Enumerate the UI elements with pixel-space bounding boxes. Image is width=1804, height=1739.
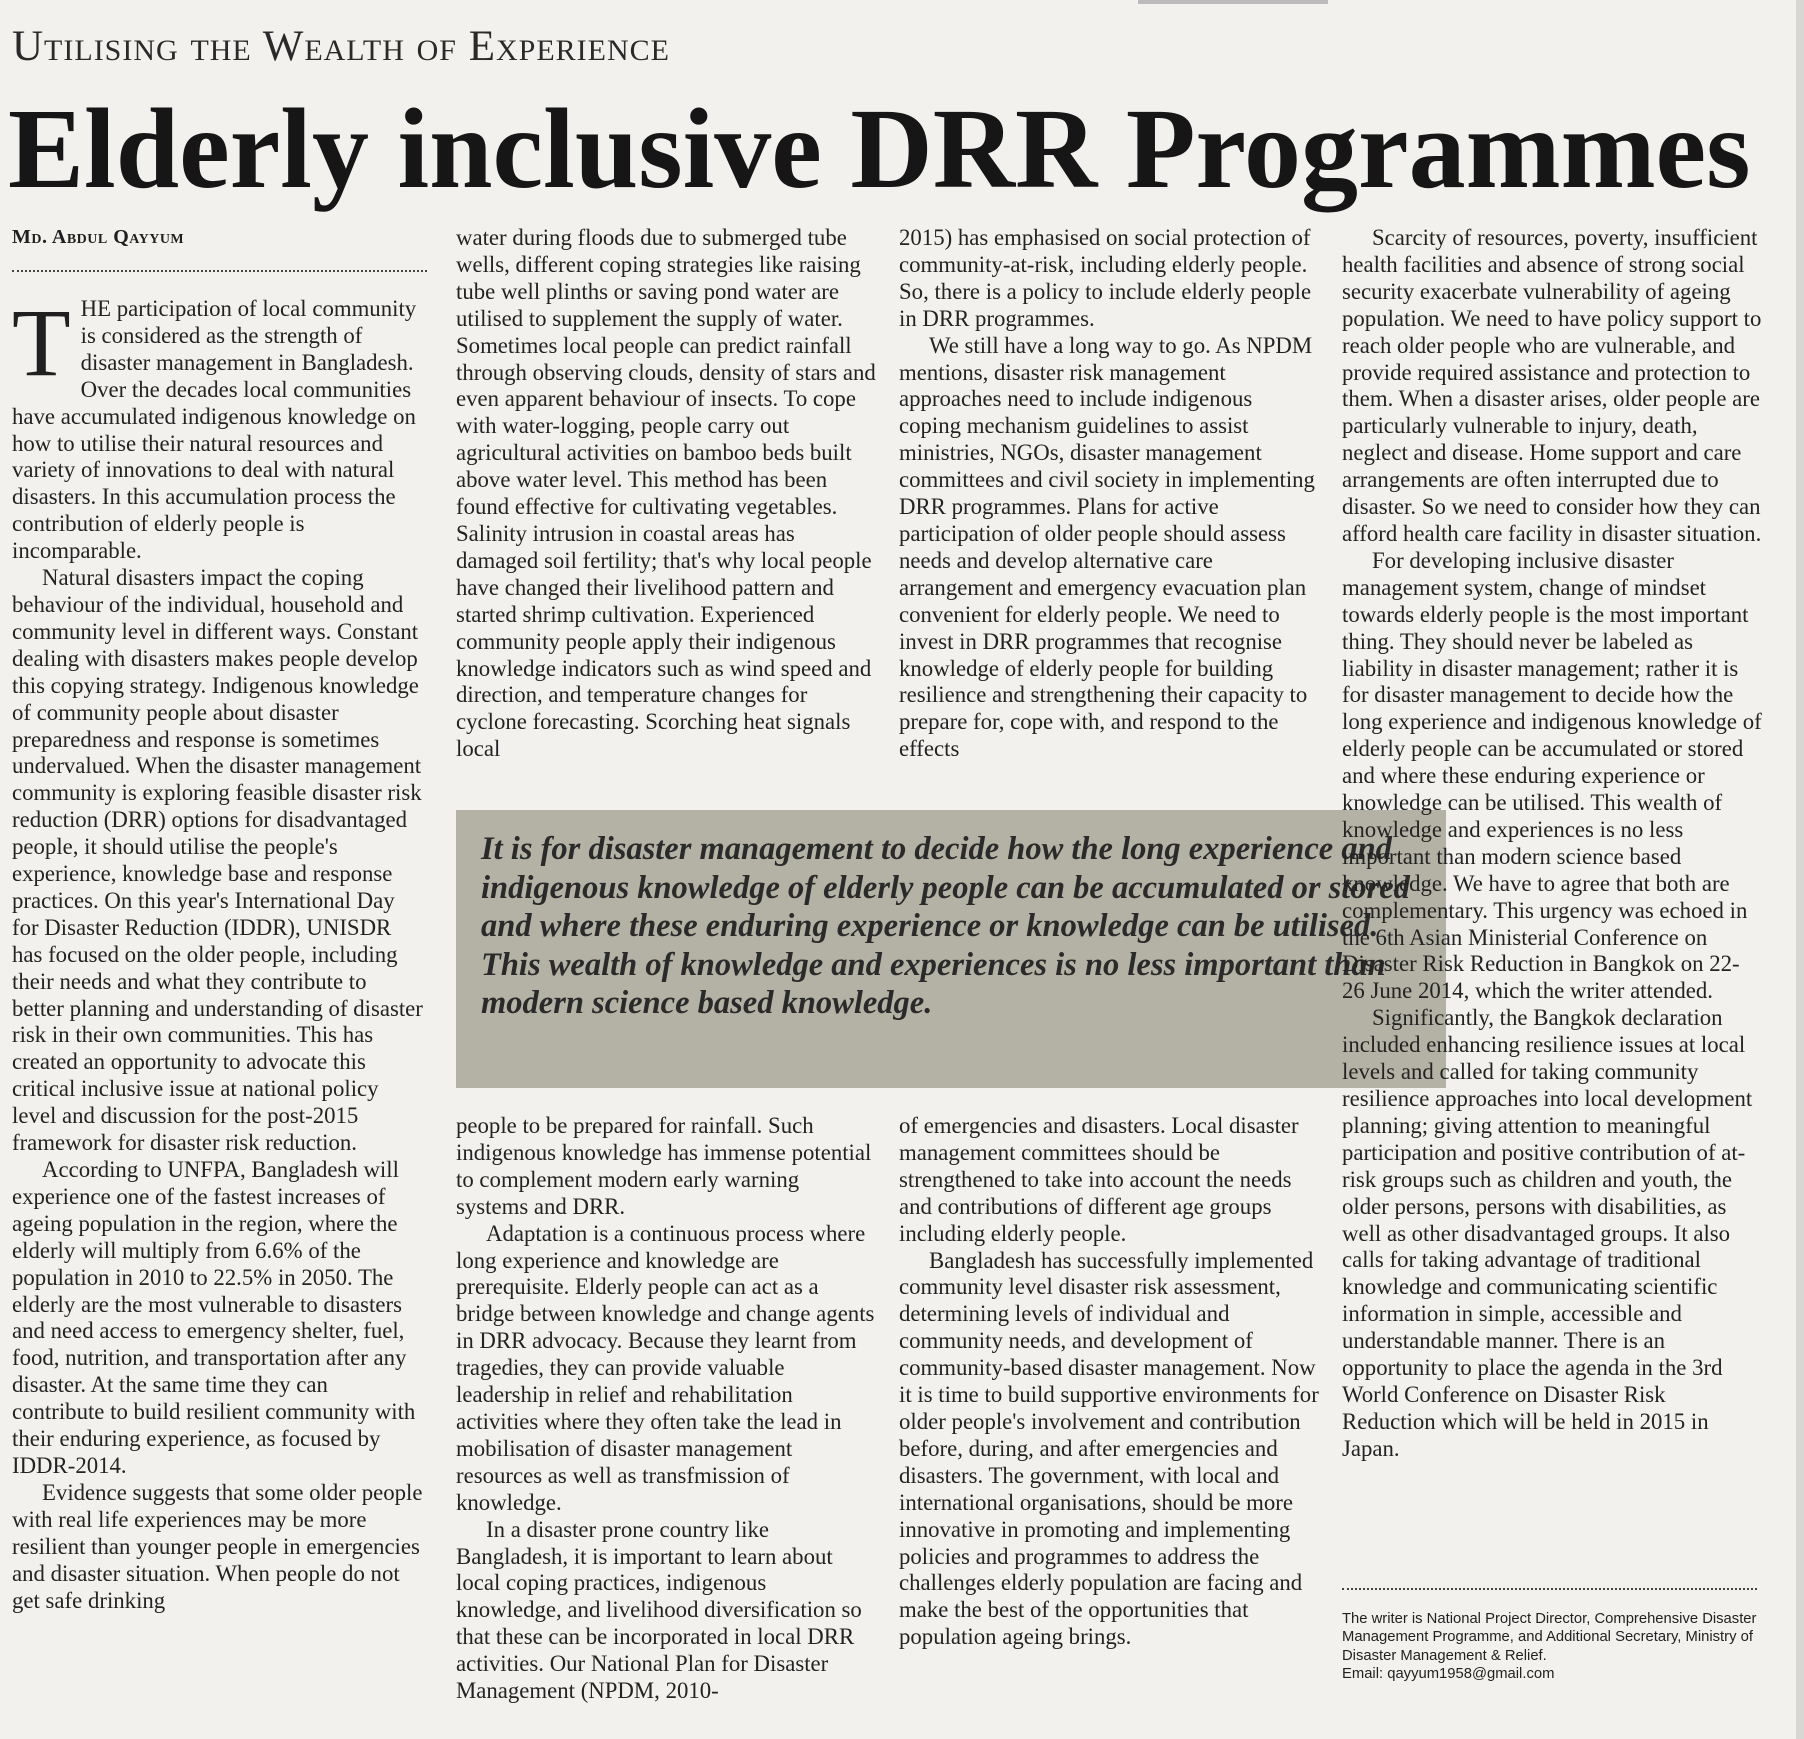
- paragraph: Adaptation is a continuous process where long experience and knowledge are prerequisite. Elderly people can act as a bridge between knowledge and change agents in DRR advocacy. Because they learnt from tragedies, they can provide valuable leadership in relief and rehabilitation activities where they often take the lead in mobilisation of disaster management resources as well as transfmission of knowledge.: [456, 1220, 875, 1515]
- column-2-top: [456, 225, 876, 795]
- paragraph: According to UNFPA, Bangladesh will experience one of the fastest increases of ageing population in the region, where the elderly will multiply from 6.6% of the population in 2010 to 22.5% in 2050. The elderly are the most vulnerable to disasters and need access to emergency shelter, fuel, food, nutrition, and transportation after any disaster. At the same time they can contribute to build resilient community with their enduring experience, as focused by IDDR-2014.: [12, 1157, 416, 1478]
- paragraph: Scarcity of resources, poverty, insufficient health facilities and absence of strong social security exacerbate vulnerability of ageing population. We need to have policy support to reach older people who are vulnerable, and provide required assistance and protection to them. When a disaster arises, older people are particularly vulnerable to injury, death, neglect and disease. Home support and care arrangements are often interrupted due to disaster. So we need to consider how they can afford health care facility in disaster situation.: [1342, 225, 1762, 546]
- drop-cap: T: [12, 296, 71, 396]
- top-edge-mark: [1138, 0, 1328, 4]
- article-headline: Elderly inclusive DRR Programmes: [8, 85, 1751, 212]
- author-email: Email: qayyum1958@gmail.com: [1342, 1666, 1555, 1683]
- page-edge: [1796, 0, 1804, 1739]
- paragraph: Natural disasters impact the coping behaviour of the individual, household and community level in different ways. Constant dealing with disasters makes people develop this copying strategy. Indigenous knowledge of community people about disaster preparedness and response is sometimes undervalued. When the disaster management community is exploring feasible disaster risk reduction (DRR) options for disadvantaged people, it should utilise the people's experience, knowledge base and response practices. On this year's International Day for Disaster Reduction (IDDR), UNISDR has focused on the older people, including their needs and what they contribute to better planning and understanding of disaster risk in their own communities. This has created an opportunity to advocate this critical inclusive issue at national policy level and discussion for the post-2015 framework for disaster risk reduction.: [12, 565, 423, 1156]
- paragraph: For developing inclusive disaster management system, change of mindset towards elderly people is the most important thing. They should never be labeled as liability in disaster management; rather it is for disaster management to decide how the long experience and indigenous knowledge of elderly people can be accumulated or stored and where these enduring experience or knowledge can be utilised. This wealth of knowledge and experiences is no less important than modern science based knowledge. We have to agree that both are complementary. This urgency was echoed in the 6th Asian Ministerial Conference on Disaster Risk Reduction in Bangkok on 22-26 June 2014, which the writer attended.: [1342, 547, 1762, 1004]
- byline-divider: [12, 270, 427, 272]
- bio-divider: [1342, 1588, 1757, 1590]
- drop-cap-continuation: HE: [80, 296, 112, 321]
- paragraph-text: participation of local community is considered as the strength of disaster management in Bangladesh. Over the decades local communities have accumulated indigenous knowledge on how to utilise their natural resources and variety of innovations to deal with natural disasters. In this accumulation process the contribution of elderly people is incomparable.: [12, 296, 417, 564]
- column-3-top: [899, 225, 1319, 795]
- paragraph: 2015) has emphasised on social protection of community-at-risk, including elderly people. So, there is a policy to include elderly people in DRR programmes.: [899, 225, 1312, 331]
- paragraph: Significantly, the Bangkok declaration included enhancing resilience issues at local levels and called for taking community resilience approaches into local development planning; giving attention to meaningful participation and positive contribution of at-risk groups such as children and youth, the older persons, persons with disabilities, as well as other disadvantaged groups. It also calls for taking advantage of traditional knowledge and communicating scientific information in simple, accessible and understandable manner. There is an opportunity to place the agenda in the 3rd World Conference on Disaster Risk Reduction which will be held in 2015 in Japan.: [1342, 1005, 1753, 1461]
- pull-quote-text: It is for disaster management to decide how the long experience and indigenous knowledge of elderly people can be accumulated or stored and where these enduring experience or knowledge can be utilised. This wealth of knowledge and experiences is no less important than modern science based knowledge.: [481, 831, 1410, 1021]
- author-bio-text: The writer is National Project Director, Comprehensive Disaster Management Programme, and Additional Secretary, Ministry of Disaster Management & Relief.: [1342, 1611, 1757, 1664]
- column-1: [12, 296, 424, 1706]
- paragraph: of emergencies and disasters. Local disaster management committees should be strengthened to take into account the needs and contributions of different age groups including elderly people.: [899, 1113, 1299, 1246]
- pull-quote: [456, 810, 1446, 1088]
- paragraph: Evidence suggests that some older people with real life experiences may be more resilient than younger people in emergencies and disaster situation. When people do not get safe drinking: [12, 1479, 423, 1613]
- paragraph: water during floods due to submerged tube wells, different coping strategies like raising tube well plinths or saving pond water are utilised to supplement the supply of water. Sometimes local people can predict rainfall through observing clouds, density of stars and even apparent behaviour of insects. To cope with water-logging, people carry out agricultural activities on bamboo beds built above water level. This method has been found effective for cultivating vegetables. Salinity intrusion in coastal areas has damaged soil fertility; that's why local people have changed their livelihood pattern and started shrimp cultivation. Experienced community people apply their indigenous knowledge indicators such as wind speed and direction, and temperature changes for cyclone forecasting. Scorching heat signals local: [456, 225, 876, 762]
- paragraph: In a disaster prone country like Bangladesh, it is important to learn about local coping practices, indigenous knowledge, and livelihood diversification so that these can be incorporated in local DRR activities. Our National Plan for Disaster Management (NPDM, 2010-: [456, 1516, 862, 1704]
- article-kicker: Utilising the Wealth of Experience: [12, 23, 670, 70]
- paragraph: people to be prepared for rainfall. Such indigenous knowledge has immense potential to complement modern early warning systems and DRR.: [456, 1113, 872, 1219]
- column-4: [1342, 225, 1762, 1570]
- paragraph: [12, 296, 424, 565]
- column-2-bottom: [456, 1113, 876, 1713]
- paragraph: We still have a long way to go. As NPDM mentions, disaster risk management approaches need to include indigenous coping mechanism guidelines to assist ministries, NGOs, disaster management committees and civil society in implementing DRR programmes. Plans for active participation of older people should assess needs and develop alternative care arrangement and emergency evacuation plan convenient for elderly people. We need to invest in DRR programmes that recognise knowledge of elderly people for building resilience and strengthening their capacity to prepare for, cope with, and respond to the effects: [899, 332, 1315, 762]
- byline: Md. Abdul Qayyum: [12, 226, 185, 248]
- author-bio: [1342, 1610, 1782, 1684]
- column-3-bottom: [899, 1113, 1319, 1713]
- paragraph: Bangladesh has successfully implemented community level disaster risk assessment, determining levels of individual and community needs, and development of community-based disaster management. Now it is time to build supportive environments for older people's involvement and contribution before, during, and after emergencies and disasters. The government, with local and international organisations, should be more innovative in promoting and implementing policies and programmes to address the challenges elderly population are facing and make the best of the opportunities that population ageing brings.: [899, 1247, 1319, 1650]
